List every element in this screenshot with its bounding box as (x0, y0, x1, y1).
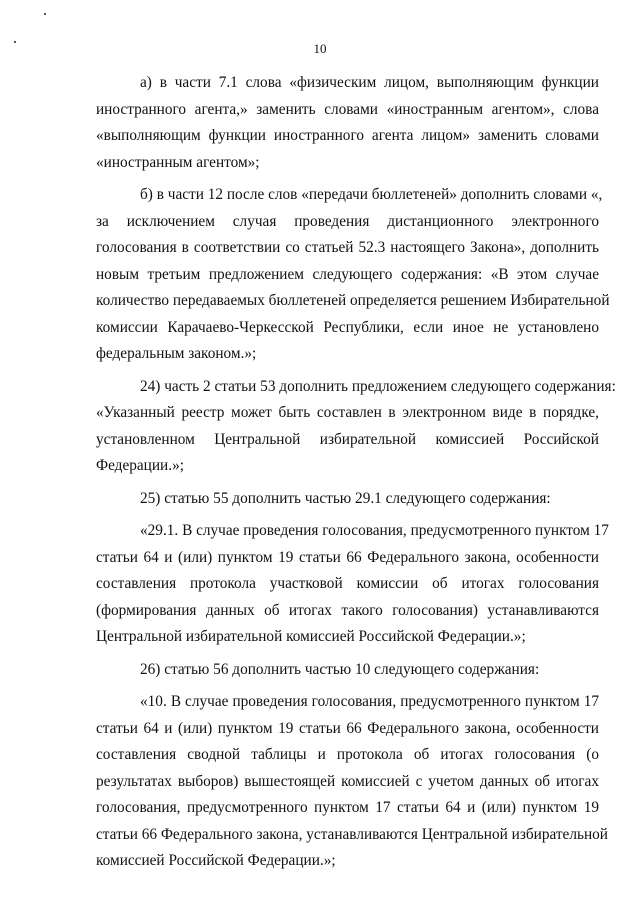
paragraph-item-a (96, 70, 599, 176)
text-line: новым третьим предложением следующего содержания: «В этом случае (96, 265, 599, 283)
text-line: б) в части 12 после слов «передачи бюллетеней» дополнить словами «, (140, 186, 603, 203)
text-line: «иностранным агентом»; (96, 153, 260, 171)
text-line: 25) статью 55 дополнить частью 29.1 следующего содержания: (140, 489, 551, 507)
text-line: за исключением случая проведения дистанционного электронного (96, 212, 599, 230)
text-line: (формирования данных об итогах такого голосования) устанавливаются (96, 601, 599, 619)
text-line: голосования в соответствии со статьей 52.3 настоящего Закона», дополнить (96, 239, 599, 256)
text-line: статьи 64 и (или) пунктом 19 статьи 66 Федерального закона, особенности (96, 548, 599, 566)
paragraph-item-b (96, 182, 610, 368)
scan-speck-mark (44, 13, 46, 15)
paragraph-item-24 (96, 374, 616, 480)
text-line: «выполняющим функции иностранного агента лицом» заменить словами (96, 127, 599, 144)
page-number: 10 (313, 41, 327, 56)
text-line: результатах выборов) вышестоящей комиссией с учетом данных об итогах (96, 772, 599, 790)
document-body (96, 70, 616, 875)
paragraph-quote-10 (96, 689, 608, 875)
text-line: 24) часть 2 статьи 53 дополнить предложением следующего содержания: (140, 377, 616, 395)
text-line: федеральным законом.»; (96, 345, 257, 362)
text-line: Федерации.»; (96, 457, 184, 474)
text-line: статьи 64 и (или) пунктом 19 статьи 66 Федерального закона, особенности (96, 719, 599, 737)
text-line: количество передаваемых бюллетеней определяется решением Избирательной (96, 292, 610, 309)
paragraph-item-25 (96, 486, 599, 513)
text-line: а) в части 7.1 слова «физическим лицом, выполняющим функции (140, 74, 599, 91)
text-line: 26) статью 56 дополнить частью 10 следующего содержания: (140, 660, 540, 678)
text-line: Центральной избирательной комиссией Российской Федерации.»; (96, 628, 526, 645)
text-line: «Указанный реестр может быть составлен в электронном виде в порядке, (96, 404, 599, 421)
text-line: составления протокола участковой комиссии об итогах голосования (96, 575, 599, 592)
text-line: установленном Центральной избирательной комиссией Российской (96, 430, 599, 448)
text-line: составления сводной таблицы и протокола об итогах голосования (о (96, 746, 599, 763)
text-line: комиссией Российской Федерации.»; (96, 852, 336, 869)
paragraph-quote-29-1 (96, 518, 609, 651)
text-line: «10. В случае проведения голосования, предусмотренного пунктом 17 (140, 693, 599, 710)
text-line: иностранного агента,» заменить словами «иностранным агентом», слова (96, 100, 599, 118)
text-line: комиссии Карачаево-Черкесской Республики, если иное не установлено (96, 318, 599, 336)
text-line: статьи 66 Федерального закона, устанавливаются Центральной избирательной (96, 825, 608, 843)
paragraph-item-26 (96, 657, 599, 684)
text-line: голосования, предусмотренного пунктом 17 статьи 64 и (или) пунктом 19 (96, 799, 599, 816)
text-line: «29.1. В случае проведения голосования, предусмотренного пунктом 17 (140, 522, 609, 539)
